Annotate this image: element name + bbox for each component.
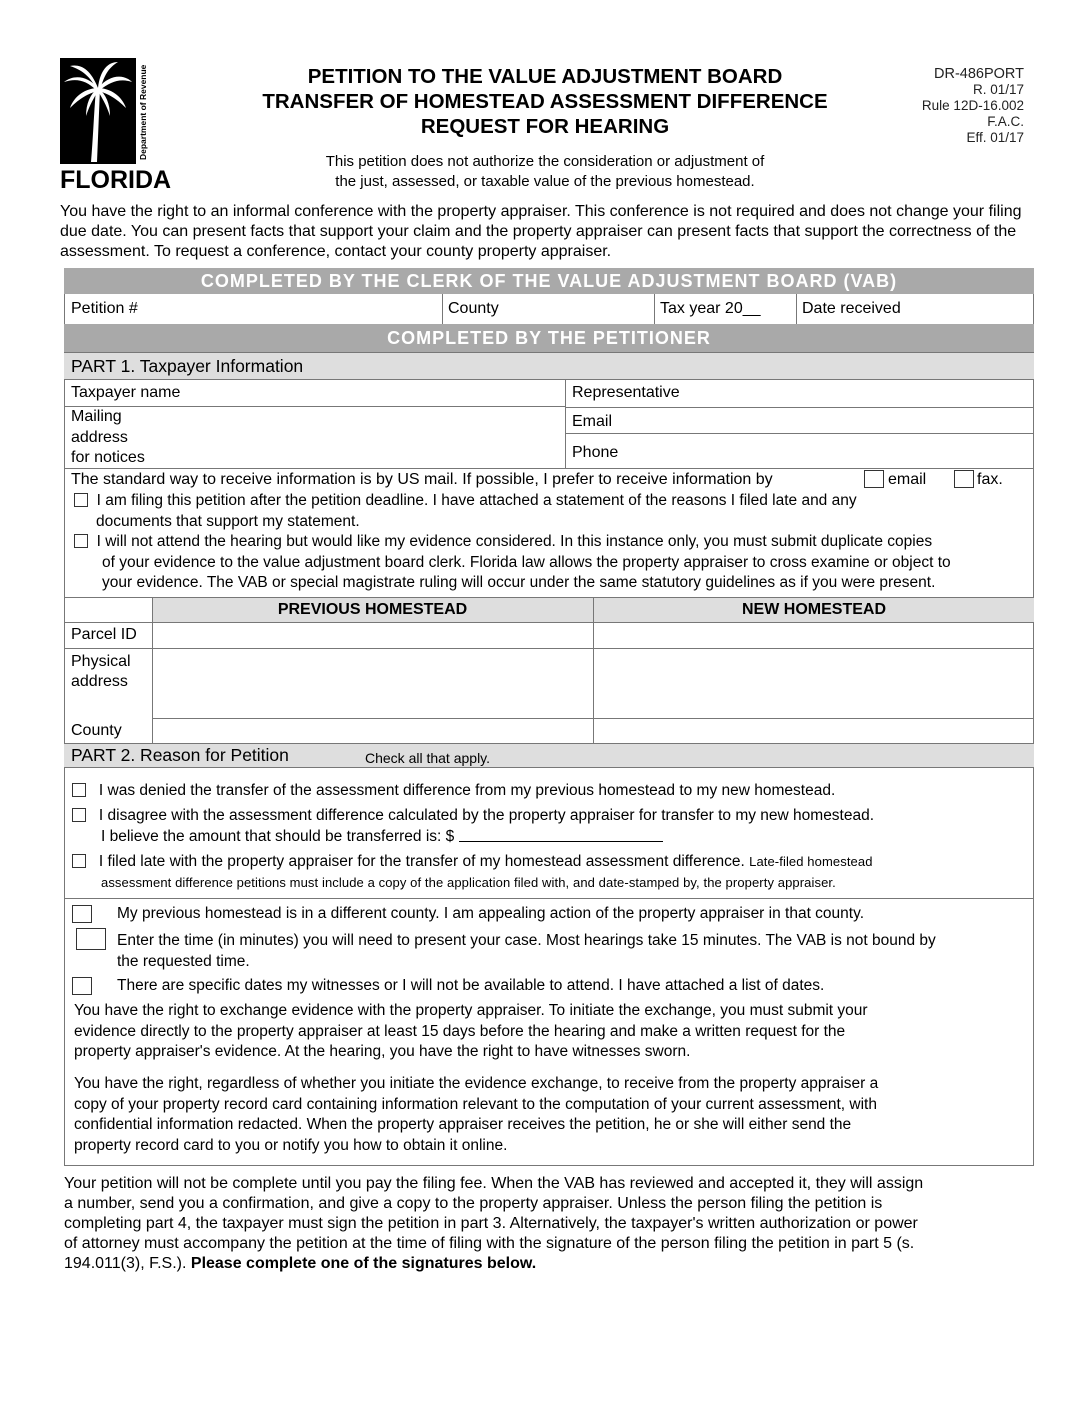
reason-late-text: I filed late with the property appraiser for the transfer of my homestead assessment difference. [98,853,745,870]
hearing-minutes-box[interactable] [76,928,106,950]
late-note-1: Late-filed homestead [749,854,873,869]
form-revision: R. 01/17 [972,82,1024,97]
footer-line-5: 194.011(3), F.S.). [64,1255,187,1272]
divider [64,898,1034,899]
phone-label: Phone [572,444,619,461]
parcel-id-label: Parcel ID [71,626,137,643]
tax-year-label: Tax year 20__ [660,300,761,317]
divider [565,380,566,468]
hearing-time-text [117,931,1032,972]
evidence-exchange-paragraph [74,1001,1032,1063]
reason-denied-text: I was denied the transfer of the assessment difference from my previous homestead to my new homestead. [98,782,836,799]
divider [152,718,1034,719]
divider [565,407,1034,408]
divider [593,598,594,743]
physical-address-label [71,652,131,692]
exchange-line-2: evidence directly to the property appraiser at least 15 days before the hearing and make a written request for the [74,1022,846,1040]
hearing-time-line-1: Enter the time (in minutes) you will need to present your case. Most hearings take 15 minutes. The VAB is not bound by [117,932,936,949]
footer-line-3: completing part 4, the taxpayer must sign the petition in part 3. Alternatively, the taxpayer's written authorization or power [64,1215,918,1232]
title-line-3: REQUEST FOR HEARING [420,115,670,138]
transfer-amount-field[interactable] [459,827,663,842]
intro-paragraph: You have the right to an informal conference with the property appraiser. This conference is not required and does not change your filing due date. You can present facts that support your claim and the property appraiser can present facts that support the correctness of the assessment. To request a conference, contact your county property appraiser. [60,203,1022,260]
email-preference-checkbox[interactable] [864,470,884,488]
unavailable-dates-checkbox[interactable] [72,977,92,995]
form-rule: Rule 12D-16.002 [921,98,1024,113]
logo-state-text: FLORIDA [60,166,172,194]
footer-line-4: of attorney must accompany the petition at the time of filing with the signature of the person filing the petition in part 5 (s. [64,1235,915,1252]
divider [565,433,1034,434]
divider [654,294,655,324]
reason-disagree-text: I disagree with the assessment difference calculated by the property appraiser for transfer to my new homestead. [98,807,875,824]
late-line-1: I am filing this petition after the petition deadline. I have attached a statement of the reasons I filed late and any [96,492,857,509]
mailing-address-label [71,407,145,469]
exchange-line-3: property appraiser's evidence. At the hearing, you have the right to have witnesses sworn. [74,1043,691,1060]
footer-bold-instruction: Please complete one of the signatures below. [190,1255,537,1272]
palm-tree-icon [60,58,136,164]
transfer-amount-text: I believe the amount that should be transferred is: $ [101,827,455,845]
florida-dor-logo [60,58,172,194]
form-title [200,64,890,140]
form-id: DR-486PORT [934,66,1024,82]
reason-denied [72,781,1032,802]
footer-paragraph [64,1174,1034,1274]
representative-label: Representative [572,384,680,401]
form-fac: F.A.C. [987,114,1024,129]
divider [152,598,153,743]
clerk-county-label: County [448,300,499,317]
previous-homestead-heading: PREVIOUS HOMESTEAD [277,601,468,618]
mailing-label-line-3: for notices [71,449,145,466]
absent-line-1: I will not attend the hearing but would like my evidence considered. In this instance only, you must submit duplicate copies [96,533,933,550]
record-line-2: copy of your property record card containing information relevant to the computation of your current assessment, with [74,1095,877,1113]
fax-preference-checkbox[interactable] [954,470,974,488]
divider [442,294,443,324]
fax-preference-label: fax. [977,471,1003,488]
exchange-line-1: You have the right to exchange evidence with the property appraiser. To initiate the exchange, you must submit your [74,1002,868,1019]
subtitle-line-1: This petition does not authorize the consideration or adjustment of [325,153,765,170]
late-line-2: documents that support my statement. [96,512,360,530]
reason-disagree-checkbox[interactable] [72,808,86,822]
divider [796,294,797,324]
divider [64,468,1034,469]
logo-dept-text: Department of Revenue [138,64,148,160]
mailing-label-line-2: address [71,428,128,446]
not-attending-checkbox[interactable] [74,534,88,548]
reason-disagree [72,806,1032,847]
different-county-checkbox[interactable] [72,905,92,923]
footer-line-1: Your petition will not be complete until you pay the filing fee. When the VAB has reviewed and accepted it, they will assign [64,1175,924,1192]
clerk-section-heading: COMPLETED BY THE CLERK OF THE VALUE ADJUSTMENT BOARD (VAB) [64,268,1034,294]
standard-way-text: The standard way to receive information is by US mail. If possible, I prefer to receive information by [71,471,773,488]
petition-number-label: Petition # [71,300,138,317]
mailing-label-line-1: Mailing [71,408,122,425]
physical-label-line-1: Physical [71,653,131,670]
record-line-3: confidential information redacted. When the property appraiser receives the petition, he or she will either send the [74,1116,852,1133]
email-preference-label: email [888,471,927,488]
new-homestead-heading: NEW HOMESTEAD [742,601,886,618]
record-card-paragraph [74,1074,1032,1156]
late-note-2: assessment difference petitions must include a copy of the application filed with, and date-stamped by, the property appraiser. [101,874,836,890]
record-line-4: property record card to you or notify you how to obtain it online. [74,1136,508,1154]
form-effective: Eff. 01/17 [966,130,1024,145]
petitioner-section-heading: COMPLETED BY THE PETITIONER [64,324,1034,352]
subtitle-line-2: the just, assessed, or taxable value of the previous homestead. [335,173,755,190]
different-county-text: My previous homestead is in a different county. I am appealing action of the property appraiser in that county. [117,905,865,922]
reason-late-checkbox[interactable] [72,854,86,868]
absent-line-2: of your evidence to the value adjustment board clerk. Florida law allows the property appraiser to cross examine or object to [102,553,951,571]
form-id-block [922,66,1024,146]
title-line-1: PETITION TO THE VALUE ADJUSTMENT BOARD [307,65,783,88]
divider [64,648,1034,649]
homestead-county-label: County [71,722,122,739]
part2-heading: PART 2. Reason for Petition [71,745,289,765]
email-label: Email [572,413,613,430]
unavailable-dates-text: There are specific dates my witnesses or I will not be available to attend. I have attached a list of dates. [117,977,825,994]
late-filing-option [74,491,1034,532]
hearing-time-line-2: the requested time. [117,952,250,970]
reason-late [72,852,1034,893]
late-filing-checkbox[interactable] [74,493,88,507]
physical-label-line-2: address [71,673,128,690]
taxpayer-name-label: Taxpayer name [71,384,181,401]
contact-preference-text [71,470,773,490]
part1-heading: PART 1. Taxpayer Information [71,356,304,376]
divider [64,622,1034,623]
absent-line-3: your evidence. The VAB or special magistrate ruling will occur under the same statutory guidelines as if you were present. [102,574,936,591]
date-received-label: Date received [802,300,901,317]
title-line-2: TRANSFER OF HOMESTEAD ASSESSMENT DIFFERENCE [262,90,828,113]
not-attending-option [74,532,1036,594]
check-all-note: Check all that apply. [365,750,491,766]
record-line-1: You have the right, regardless of whether you initiate the evidence exchange, to receive from the property appraiser a [74,1075,879,1092]
footer-line-2: a number, send you a confirmation, and give a copy to the property appraiser. Unless the person filing the petition is [64,1195,883,1212]
form-subtitle [270,152,820,192]
reason-denied-checkbox[interactable] [72,783,86,797]
